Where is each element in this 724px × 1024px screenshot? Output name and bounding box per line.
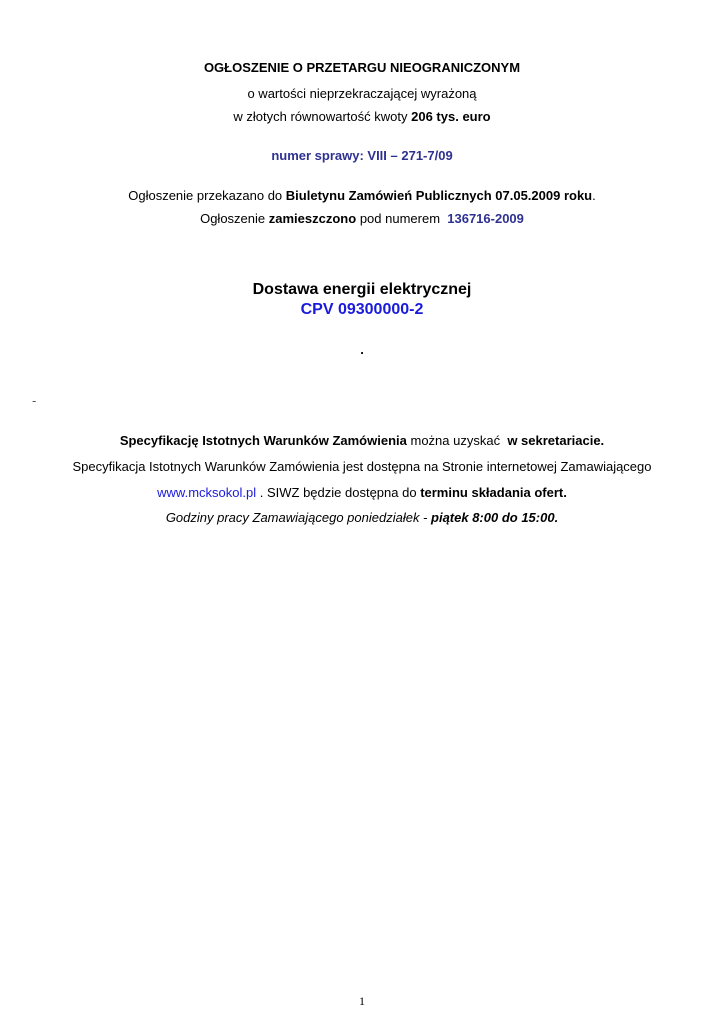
cpv-code: CPV 09300000-2 <box>300 301 424 318</box>
case-number: numer sprawy: VIII – 271-7/09 <box>271 148 453 163</box>
posted-number: 136716-2009 <box>447 211 524 226</box>
siwz-line-3 <box>0 485 724 500</box>
siwz-location: w sekretariacie. <box>507 433 605 448</box>
value-line <box>0 86 724 101</box>
amount-prefix: w złotych równowartość kwoty <box>233 109 408 124</box>
subject-title: Dostawa energii elektrycznej <box>252 281 472 298</box>
value-line-text: o wartości nieprzekraczającej wyrażoną <box>247 86 477 101</box>
posted-line <box>0 211 724 226</box>
amount-line <box>0 109 724 124</box>
posted-prefix: Ogłoszenie <box>200 211 266 226</box>
page-number: 1 <box>359 994 365 1008</box>
bulletin-prefix: Ogłoszenie przekazano do <box>128 188 283 203</box>
hours-prefix: Godziny pracy Zamawiającego poniedziałek - <box>165 510 428 525</box>
subject-dot: . <box>360 342 364 357</box>
siwz-deadline: terminu składania ofert. <box>420 485 567 500</box>
siwz-middle: można uzyskać <box>410 433 501 448</box>
posted-bold: zamieszczono <box>268 211 357 226</box>
amount-value: 206 tys. euro <box>411 109 491 124</box>
siwz-bold: Specyfikację Istotnych Warunków Zamówienia <box>119 433 407 448</box>
bulletin-name: Biuletynu Zamówień Publicznych 07.05.2009 roku <box>285 188 593 203</box>
hours-bold: piątek 8:00 do 15:00. <box>431 510 559 525</box>
siwz-line-1 <box>0 433 724 448</box>
bulletin-line <box>0 188 724 203</box>
margin-mark: - <box>32 393 37 408</box>
siwz-line-3-middle: . SIWZ będzie dostępna do <box>259 485 417 500</box>
posted-middle: pod numerem <box>359 211 441 226</box>
office-hours <box>0 510 724 525</box>
notice-title: OGŁOSZENIE O PRZETARGU NIEOGRANICZONYM <box>203 60 521 75</box>
bulletin-suffix: . <box>592 188 596 203</box>
siwz-line-2: Specyfikacja Istotnych Warunków Zamówienia jest dostępna na Stronie internetowej Zamawiającego <box>72 459 652 474</box>
website-link[interactable]: www.mcksokol.pl <box>157 485 257 500</box>
